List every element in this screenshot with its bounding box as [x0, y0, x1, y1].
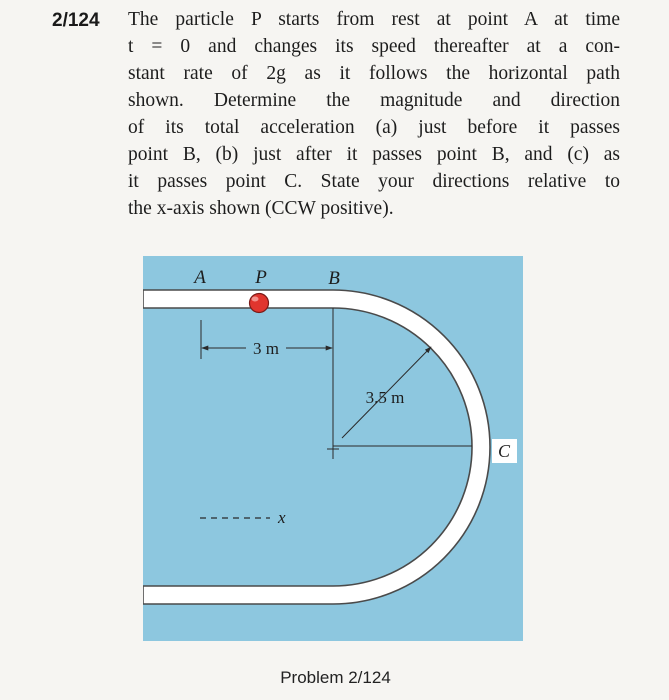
- statement-line: of its total acceleration (a) just before it passes: [128, 117, 620, 138]
- statement-line: stant rate of 2g as it follows the horizontal path: [128, 63, 620, 84]
- statement-line: t = 0 and changes its speed thereafter at a con-: [128, 36, 620, 57]
- point-c-label: C: [497, 441, 511, 461]
- point-b-label: B: [328, 268, 340, 289]
- x-axis-label: x: [278, 508, 286, 527]
- figure-drawing: [143, 256, 523, 641]
- dimension-label-radius: 3.5 m: [365, 388, 405, 407]
- particle-highlight: [252, 297, 259, 302]
- problem-number: 2/124: [52, 10, 100, 31]
- statement-line: point B, (b) just after it passes point B, and (c) as: [128, 144, 620, 165]
- caption-text: Problem 2/124: [280, 668, 391, 687]
- particle-p: [250, 294, 269, 313]
- point-a-label: A: [194, 267, 206, 288]
- statement-line: the x-axis shown (CCW positive).: [128, 198, 394, 219]
- dimension-label-straight: 3 m: [253, 339, 279, 358]
- particle-p-label: P: [255, 267, 267, 288]
- track-figure: [143, 256, 523, 641]
- statement-line: The particle P starts from rest at point A at time: [128, 9, 620, 30]
- statement-line: it passes point C. State your directions relative to: [128, 171, 620, 192]
- figure-caption: [0, 668, 669, 688]
- problem-statement: [128, 6, 620, 222]
- statement-line: shown. Determine the magnitude and direction: [128, 90, 620, 111]
